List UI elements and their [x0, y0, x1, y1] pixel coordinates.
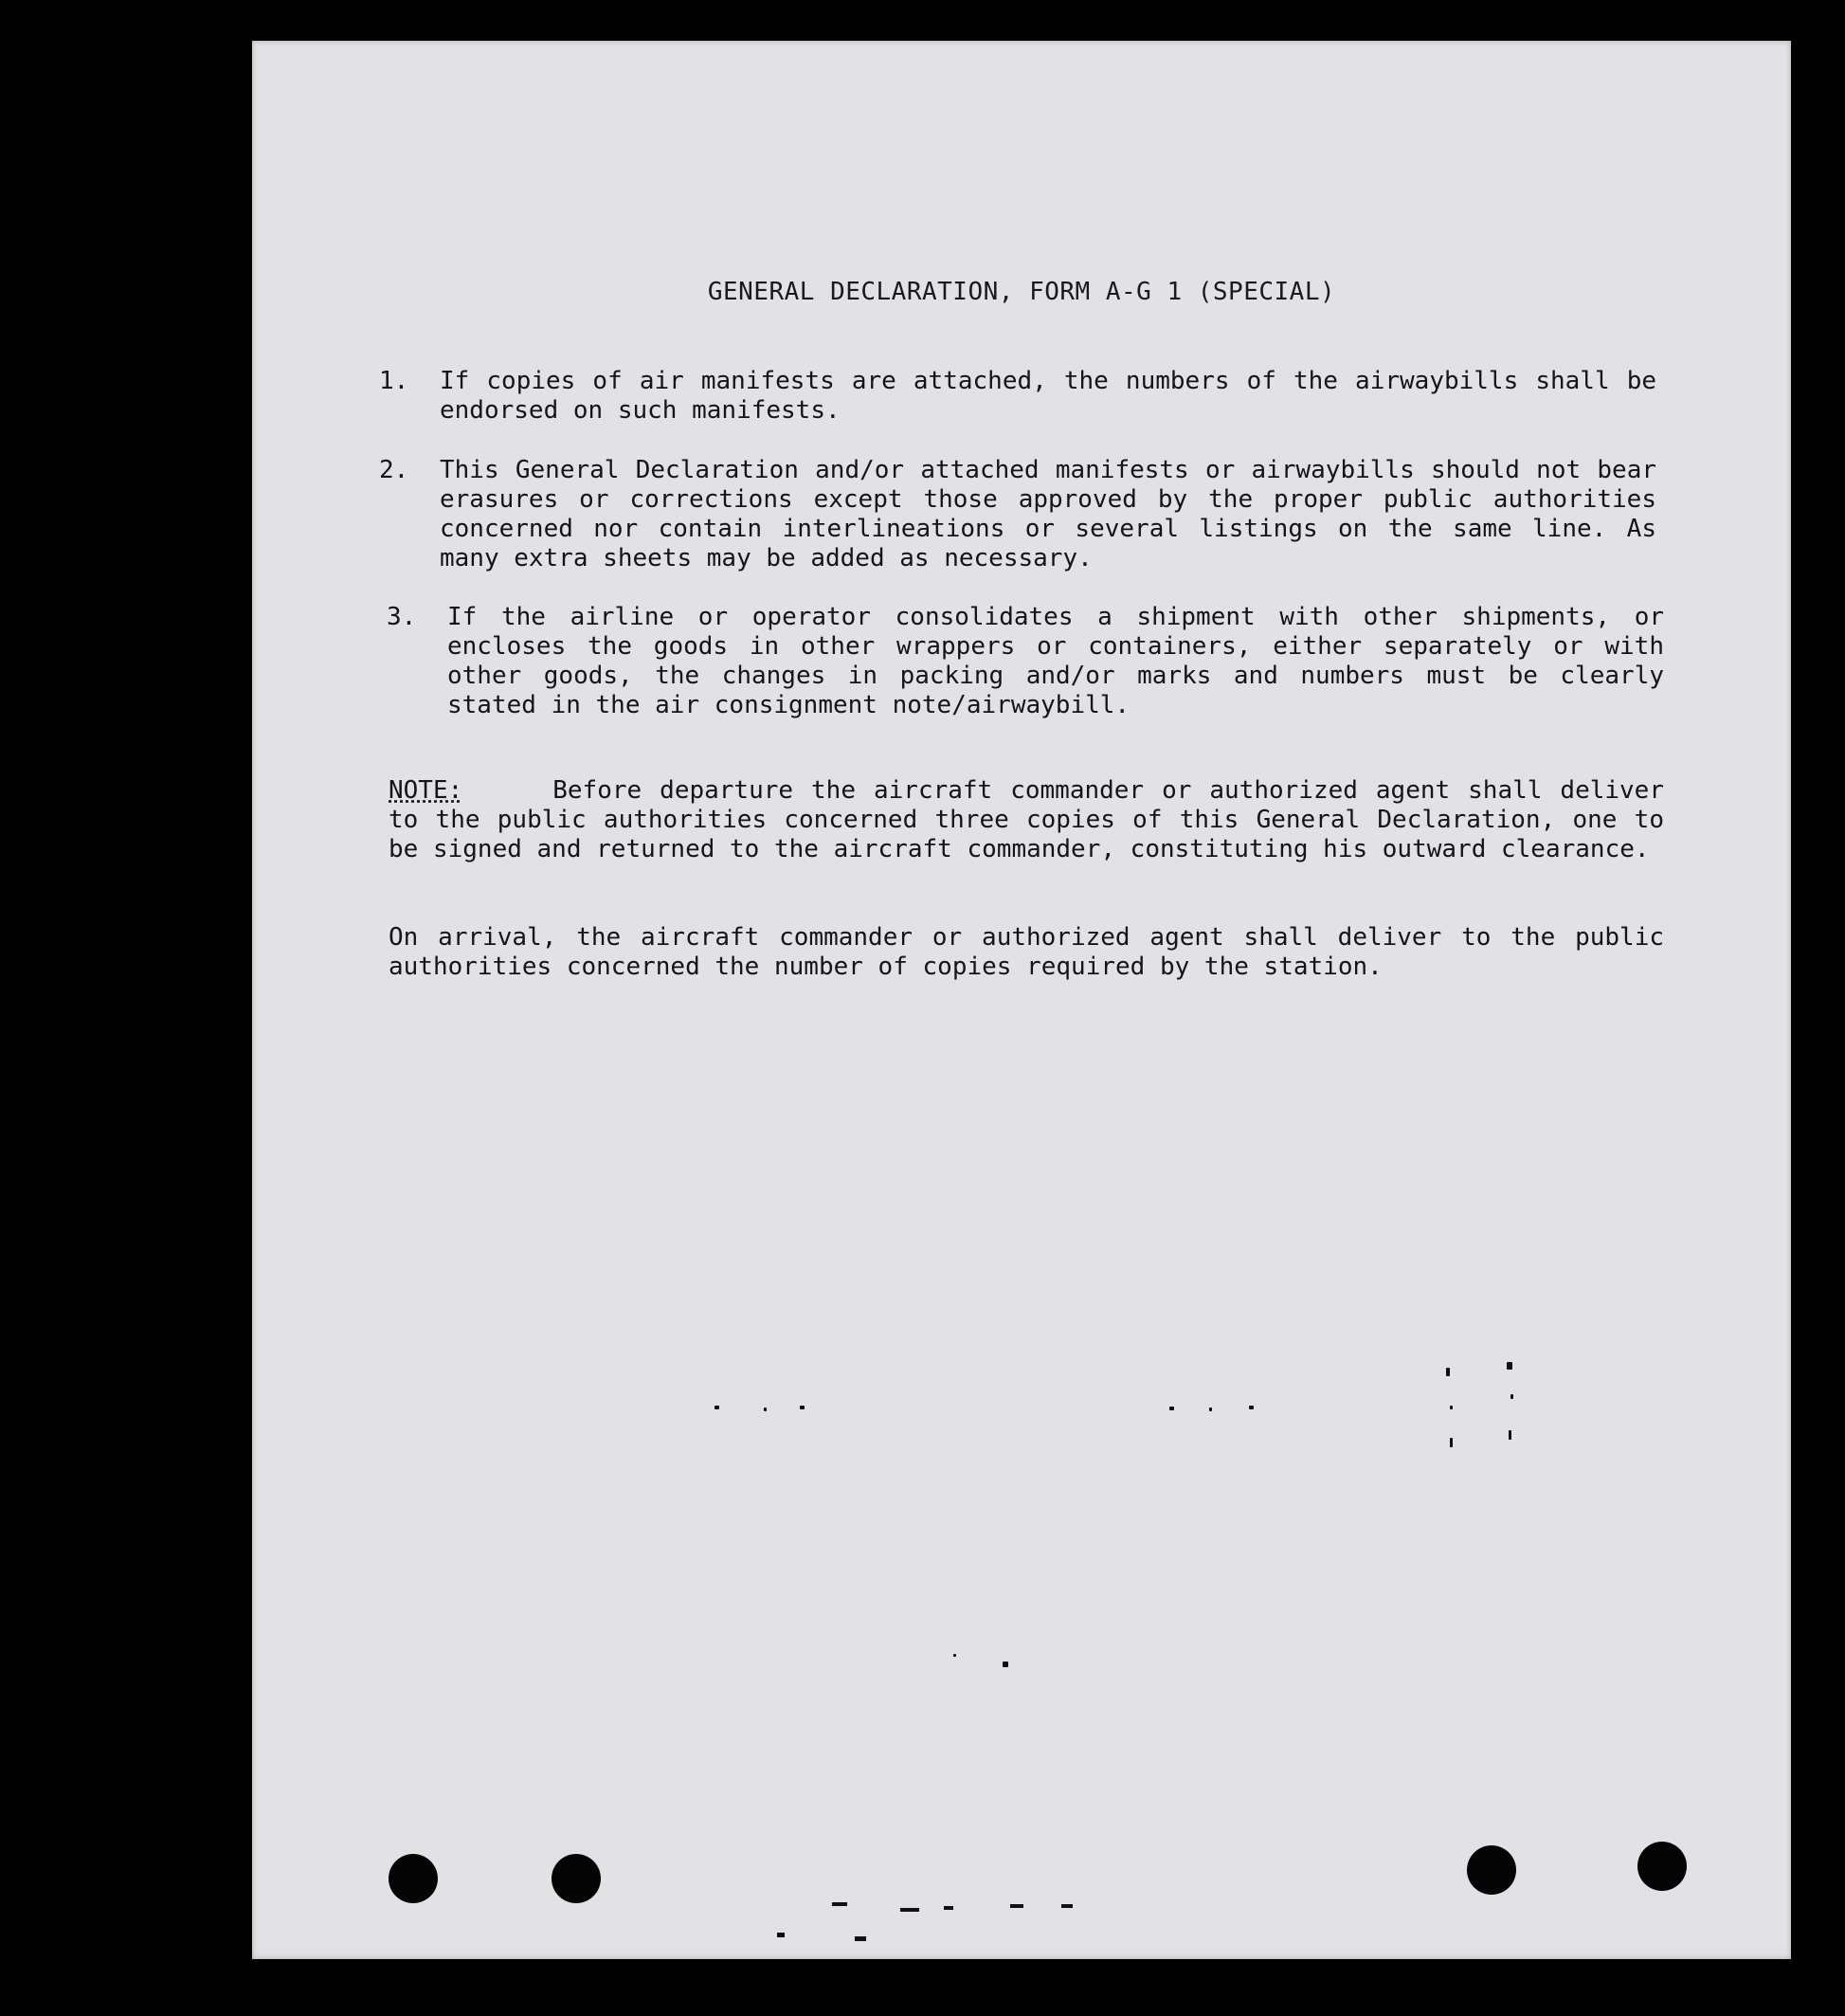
note-text: Before departure the aircraft commander or authorized agent shall deliver to the public authorities concerned three copies of this General Declaration, one to be signed and returned to the aircraft commander, constituting his outward clearance.: [389, 776, 1664, 863]
note-paragraph: [389, 776, 1664, 864]
item-text: This General Declaration and/or attached manifests or airwaybills should not bear erasures or corrections except those approved by the proper public authorities concerned nor contain interlineations or several listings on the same line. As many extra sheets may be added as necessary.: [440, 456, 1656, 572]
scan-mark: [1061, 1904, 1073, 1908]
arrival-paragraph: On arrival, the aircraft commander or authorized agent shall deliver to the public authorities concerned the number of copies required by the station.: [389, 923, 1664, 981]
scan-speck: [1509, 1430, 1511, 1440]
punch-hole: [1467, 1845, 1516, 1895]
scan-mark: [855, 1936, 866, 1941]
scan-speck: [714, 1406, 719, 1409]
scan-speck: [1450, 1438, 1453, 1447]
scan-speck: [764, 1408, 767, 1411]
document-title: GENERAL DECLARATION, FORM A-G 1 (SPECIAL): [707, 278, 1336, 306]
scan-speck: [953, 1654, 956, 1657]
item-number: 2.: [379, 456, 409, 484]
scan-speck: [1510, 1394, 1513, 1399]
item-number: 3.: [387, 603, 417, 631]
scan-speck: [1450, 1406, 1453, 1409]
item-text: If the airline or operator consolidates a shipment with other shipments, or encloses the goods in other wrappers or containers, either separately or with other goods, the changes in packing and/or marks and numbers must be clearly stated in the air consignment note/airwaybill.: [447, 603, 1664, 719]
scan-mark: [944, 1906, 953, 1910]
item-text: If copies of air manifests are attached, the numbers of the airwaybills shall be endorsed on such manifests.: [440, 367, 1656, 425]
scan-mark: [777, 1933, 785, 1937]
scan-speck: [1003, 1662, 1008, 1667]
scan-speck: [1507, 1362, 1512, 1370]
scan-mark: [832, 1902, 847, 1906]
scan-speck: [1209, 1408, 1212, 1411]
punch-hole: [1637, 1842, 1687, 1891]
scan-speck: [1446, 1368, 1450, 1376]
scan-mark: [900, 1908, 919, 1912]
item-number: 1.: [379, 367, 409, 395]
scan-mark: [1010, 1904, 1023, 1908]
scan-speck: [800, 1406, 805, 1409]
document-page: [252, 41, 1791, 1959]
scan-speck: [1169, 1407, 1174, 1410]
scan-speck: [1249, 1406, 1254, 1409]
punch-hole: [552, 1854, 601, 1903]
note-label: NOTE:: [389, 776, 463, 805]
punch-hole: [389, 1854, 438, 1903]
